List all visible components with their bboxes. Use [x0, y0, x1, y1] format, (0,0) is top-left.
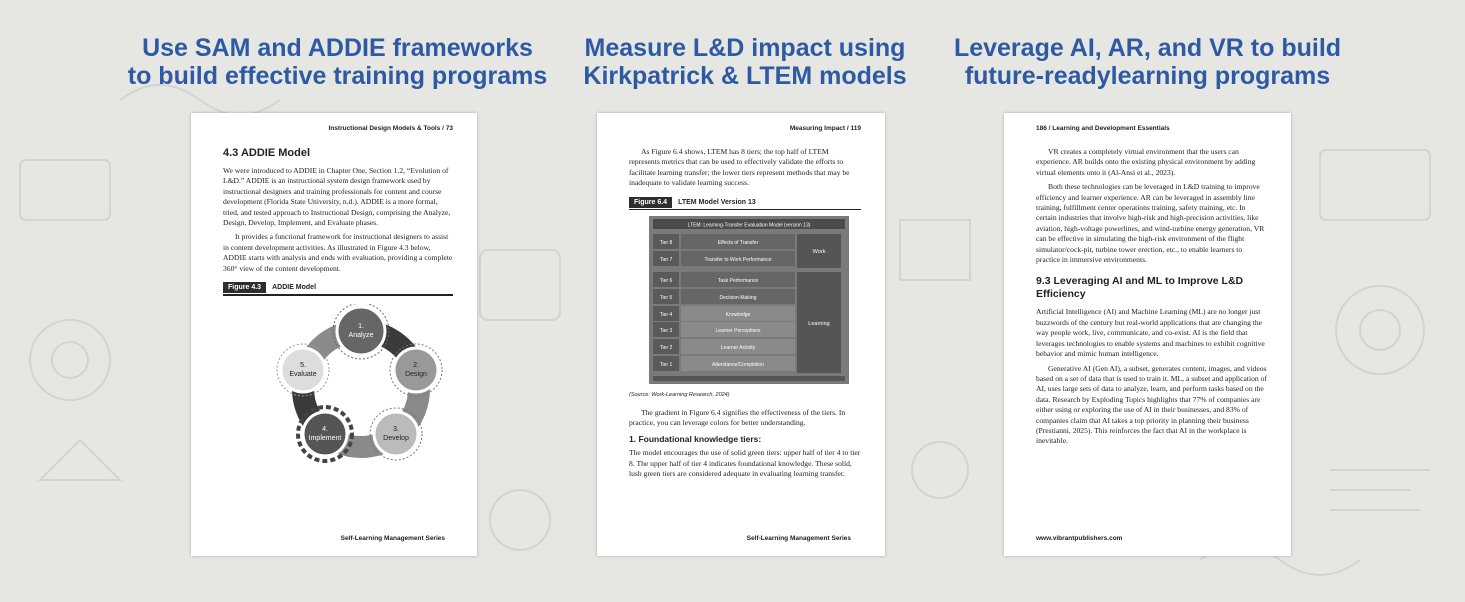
phase-node-analyze	[333, 304, 389, 359]
tier-label: Learner Perceptions	[715, 327, 761, 334]
paragraph: The gradient in Figure 6.4 signifies the effectiveness of the tiers. In practice, you can leverage colors for better understanding.	[629, 407, 846, 428]
paragraph: Artificial Intelligence (AI) and Machine Learning (ML) are no longer just buzzwords of the century but real-world applications that are changing the way people work, live, communicate, and co-exist. AI is the field that leverages technologies to enable systems and machines to exhibit cognitive behavior and mimic human intelligence.	[1036, 307, 1265, 359]
figure-tag: Figure 4.3	[223, 282, 266, 293]
tier-number: Tier 8	[659, 239, 673, 246]
figure-caption	[629, 197, 861, 210]
headline-ai-ar-vr	[945, 34, 1350, 90]
phase-number: 5.	[300, 362, 306, 370]
phase-label: Develop	[383, 435, 409, 443]
figure-source: (Source: Work-Learning Research, 2024)	[629, 391, 730, 398]
phase-number: 3.	[393, 426, 399, 434]
phase-label: Implement	[308, 435, 342, 443]
tier-number: Tier 5	[659, 294, 673, 301]
ltem-tier-row	[653, 339, 795, 354]
book-page-ai-ml	[1004, 113, 1291, 556]
tier-label: Transfer to Work Performance	[704, 256, 772, 263]
addie-cycle-diagram	[251, 304, 451, 464]
paragraph: The model encourages the use of solid green tiers: upper half of tier 4 to tier 8. The upper half of tier 4 indicates foundational knowledge. These solid, lush green tiers are considered adequate in evaluating learning transfer.	[629, 448, 861, 479]
phase-number: 1.	[358, 323, 364, 331]
figure-tag: Figure 6.4	[629, 197, 672, 208]
section-heading: 9.3 Leveraging AI and ML to Improve L&D Efficiency	[1036, 275, 1244, 301]
tier-label: Effects of Transfer	[717, 239, 759, 246]
ltem-tier-row	[653, 234, 795, 249]
ltem-tier-row	[653, 322, 795, 337]
figure-title: LTEM Model Version 13	[678, 198, 756, 206]
phase-number: 4.	[322, 426, 328, 434]
tier-number: Tier 3	[659, 327, 673, 334]
running-head: Instructional Design Models & Tools / 73	[328, 125, 453, 132]
subheading: 1. Foundational knowledge tiers:	[629, 434, 762, 445]
headline-line: Use SAM and ADDIE frameworks	[142, 34, 533, 62]
running-head: 186 / Learning and Development Essentials	[1036, 125, 1170, 132]
tier-label: Learner Activity	[720, 344, 756, 351]
phase-node-design	[390, 344, 442, 396]
tier-label: Attendance/Completion	[712, 361, 764, 368]
ltem-tier-row	[653, 356, 795, 371]
paragraph: We were introduced to ADDIE in Chapter One, Section 1.2, “Evolution of L&D.” ADDIE is an instructional system design framework used by instructional designers and training professionals for content and course development (Florida State University, n.d.). ADDIE is a more formal, tried, and tested approach to Instructional Design, comprising the Analyze, Design, Develop, Implement, and Evaluate phases.	[223, 166, 451, 228]
headline-line: Measure L&D impact using	[584, 34, 906, 62]
headline-sam-addie	[125, 34, 550, 90]
tier-number: Tier 2	[659, 344, 673, 351]
phase-number: 2.	[413, 362, 419, 370]
section-heading: 4.3 ADDIE Model	[223, 147, 310, 159]
figure-title: ADDIE Model	[272, 284, 317, 292]
phase-label: Evaluate	[289, 371, 317, 379]
book-page-addie	[191, 113, 477, 556]
headline-line: to build effective training programs	[127, 62, 548, 90]
ltem-tier-row	[653, 306, 795, 321]
tier-label: Decision-Making	[719, 294, 757, 301]
tier-number: Tier 6	[659, 277, 673, 284]
phase-label: Design	[405, 371, 427, 379]
headline-line: future-readylearning programs	[964, 62, 1331, 90]
paragraph: Generative AI (Gen AI), a subset, generates content, images, and videos based on a set of data that is used to train it. ML, a subset and application of AI, uses large sets of data to analyze, learn, and perform tasks based on the data. Research by Exploding Topics highlights that 77% of companies are either using or exploring the use of AI in their businesses, and 83% of companies claim that AI takes a top priority in planning their business (Prestianni, 2025). This reinforces the fact that AI in the workplace is inevitable.	[1036, 363, 1267, 446]
page-footer: www.vibrantpublishers.com	[1036, 535, 1123, 542]
tier-number: Tier 4	[659, 311, 673, 318]
ltem-title: LTEM: Learning-Transfer Evaluation Model (version 13)	[687, 222, 811, 229]
book-page-ltem	[597, 113, 885, 556]
page-footer: Self-Learning Management Series	[746, 535, 851, 542]
ltem-diagram	[649, 216, 849, 384]
headline-line: Kirkpatrick & LTEM models	[583, 62, 907, 90]
tier-label: Task Performance	[717, 277, 759, 284]
page-footer: Self-Learning Management Series	[340, 535, 445, 542]
paragraph: It provides a functional framework for instructional designers to assist in content development activities. As illustrated in Figure 4.3 below, ADDIE starts with analysis and ends with evaluation, providing a complete 360° view of the content development.	[223, 232, 453, 273]
tier-number: Tier 7	[659, 256, 673, 263]
ltem-tier-row	[653, 272, 795, 287]
running-head: Measuring Impact / 119	[789, 125, 861, 132]
paragraph: As Figure 6.4 shows, LTEM has 8 tiers; the top half of LTEM represents metrics that can be used to effectively validate the efforts to facilitate learning transfer; the lower tiers represent methods that may be inadequate to validate learning success.	[629, 147, 850, 188]
ltem-tier-row	[653, 289, 795, 304]
paragraph: VR creates a completely virtual environment that the users can experience. AR builds onto the existing physical environment by adding virtual elements onto it (Al-Ansi et al., 2023).	[1036, 147, 1256, 177]
paragraph: Both these technologies can be leveraged in L&D training to improve efficiency and learner experience. AR can be leveraged in assembly line training, fulfillment center operations training, safety training, etc. In certain industries that involve high-risk and high-precision activities, like aviation, high-voltage powerlines, and wind-turbine energy generation, VR can be effective in simulating the high-risk environment of the flight simulator/cock-pit, turbine tower erection, etc., to enable learners to practice in immersive environments.	[1036, 182, 1265, 265]
headline-line: Leverage AI, AR, and VR to build	[953, 34, 1342, 62]
tier-number: Tier 1	[659, 361, 673, 368]
phase-label: Analyze	[348, 332, 374, 340]
figure-caption	[223, 282, 453, 296]
tier-label: Knowledge	[725, 311, 751, 318]
group-label-work: Work	[812, 248, 826, 255]
group-label-learning: Learning	[808, 320, 830, 327]
headline-ld-impact	[565, 34, 925, 90]
ltem-tier-row	[653, 251, 795, 266]
